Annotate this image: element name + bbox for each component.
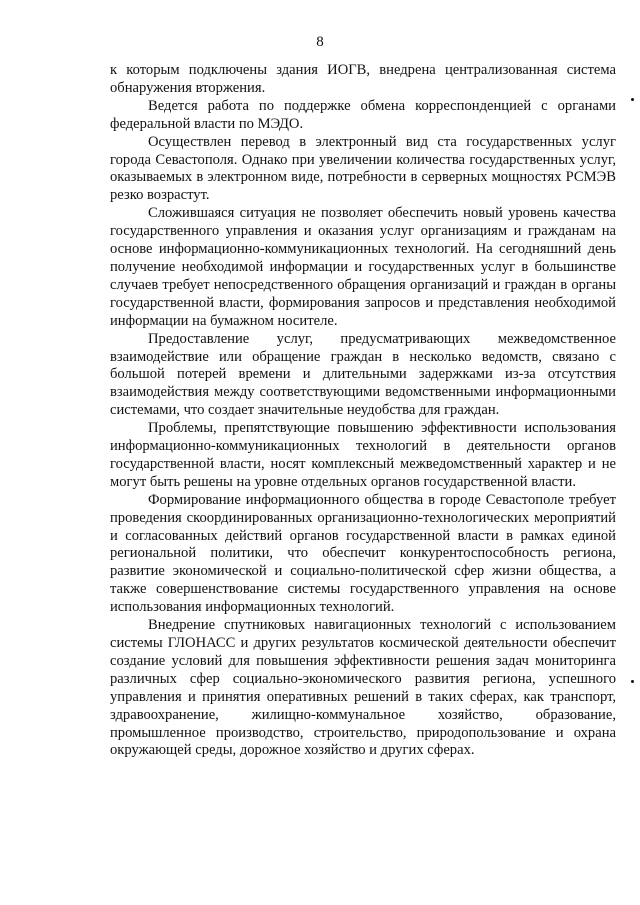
paragraph-current-situation: Сложившаяся ситуация не позволяет обеспечить новый уровень качества государственного управления и оказания услуг организациям и гражданам на основе информационно-коммуникационных технологий. На сегодняшний день получение необходимой информации и государственных услуг в большинстве случаев требует непосредственного обращения организаций и граждан в органы государственной власти, формирования запросов и представления необходимой информации на бумажном носителе.	[110, 205, 616, 329]
body-text	[110, 62, 616, 760]
scan-mark	[631, 98, 634, 101]
page-number: 8	[316, 34, 324, 50]
scan-mark	[631, 680, 634, 683]
paragraph-interagency: Предоставление услуг, предусматривающих межведомственное взаимодействие или обращение граждан в несколько ведомств, связано с большой потерей времени и длительными задержками из-за отсутствия взаимодействия между соответствующими ведомственными информационными системами, что создает значительные неудобства для граждан.	[110, 330, 616, 419]
paragraph-glonass: Внедрение спутниковых навигационных технологий с использованием системы ГЛОНАСС и других результатов космической деятельности обеспечит создание условий для повышения эффективности решения задач мониторинга различных сфер социально-экономического развития региона, успешного управления и принятия оперативных решений в таких сферах, как транспорт, здравоохранение, жилищно-коммунальное хозяйство, образование, промышленное производство, строительство, природопользование и охрана окружающей среды, дорожное хозяйство и других сферах.	[110, 617, 616, 759]
paragraph-problems: Проблемы, препятствующие повышению эффективности использования информационно-коммуникационных технологий в деятельности органов государственной власти, носят комплексный межведомственный характер и не могут быть решены на уровне отдельных органов государственной власти.	[110, 420, 616, 490]
paragraph-continuation: к которым подключены здания ИОГВ, внедрена централизованная система обнаружения вторжения.	[110, 62, 616, 96]
paragraph-information-society: Формирование информационного общества в городе Севастополе требует проведения скоординированных организационно-технологических мероприятий и согласованных действий органов государственной власти в рамках единой региональной политики, что обеспечит конкурентоспособность региона, развитие экономической и социально-политической сфер жизни общества, а также совершенствование системы государственного управления на основе использования информационных технологий.	[110, 491, 616, 616]
paragraph-medo: Ведется работа по поддержке обмена корреспонденцией с органами федеральной власти по МЭДО.	[110, 97, 616, 132]
paragraph-electronic-services: Осуществлен перевод в электронный вид ста государственных услуг города Севастополя. Однако при увеличении количества государственных услуг, оказываемых в электронном виде, потребности в серверных мощностях РСМЭВ резко возрастут.	[110, 133, 616, 204]
